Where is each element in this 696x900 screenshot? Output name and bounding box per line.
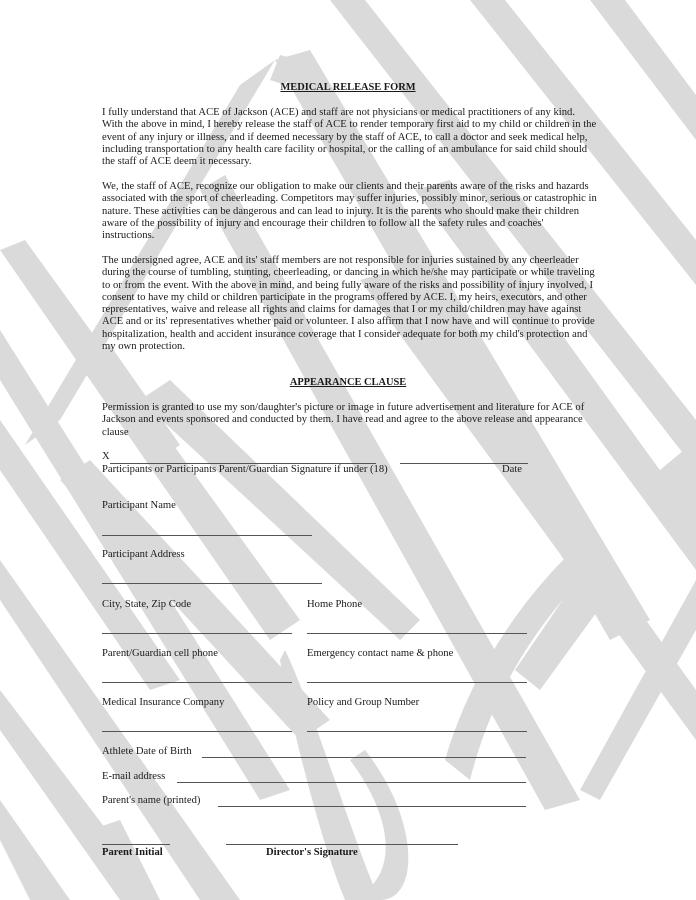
participant-address-field[interactable]	[102, 583, 322, 584]
parent-initial-line[interactable]	[102, 844, 170, 845]
paragraph-liability-waiver: The undersigned agree, ACE and its' staff members are not responsible for injuries sustained by any cheerleader during the course of tumbling, stunting, cheerleading, or dancing in which he/she may participate or while traveling to or from the event. With the above in mind, and being fully aware of the risks and possibility of injury involved, I consent to have my child or children participate in the programs offered by ACE. I, my heirs, executors, and other representatives, waive and release all rights and claims for damages that I or my child/children may have against ACE and or its' representatives whether paid or volunteer. I also affirm that I now have and will continue to provide hospitalization, health and accident insurance coverage that I consider adequate for both my child's protection and my own protection.	[102, 255, 595, 353]
home-phone-label: Home Phone	[307, 599, 363, 610]
guardian-cell-label: Parent/Guardian cell phone	[102, 648, 218, 659]
director-signature-line[interactable]	[226, 844, 458, 845]
insurance-company-field[interactable]	[102, 731, 292, 732]
email-label: E-mail address	[102, 771, 166, 782]
home-phone-field[interactable]	[307, 633, 527, 634]
participant-address-label: Participant Address	[102, 549, 185, 560]
athlete-dob-label: Athlete Date of Birth	[102, 746, 192, 757]
parent-name-label: Parent's name (printed)	[102, 795, 201, 806]
appearance-clause-title: APPEARANCE CLAUSE	[289, 377, 407, 388]
parent-initial-label: Parent Initial	[102, 847, 163, 858]
emergency-contact-label: Emergency contact name & phone	[307, 648, 454, 659]
policy-group-label: Policy and Group Number	[307, 697, 420, 708]
participant-name-field[interactable]	[102, 535, 312, 536]
paragraph-first-aid-release: I fully understand that ACE of Jackson (ACE) and staff are not physicians or medical practitioners of any kind. With the above in mind, I hereby release the staff of ACE to render temporary first aid to my child or children in the event of any injury or illness, and if deemed necessary by the staff of ACE, to call a doctor and seek medical help, including transportation to any health care facility or hospital, or the calling of an ambulance for said child should the staff of ACE deem it necessary.	[102, 107, 597, 168]
email-field[interactable]	[177, 782, 526, 783]
policy-group-field[interactable]	[307, 731, 527, 732]
athlete-dob-field[interactable]	[202, 757, 526, 758]
city-state-zip-label: City, State, Zip Code	[102, 599, 192, 610]
form-title: MEDICAL RELEASE FORM	[280, 82, 416, 93]
director-signature-label: Director's Signature	[266, 847, 358, 858]
city-state-zip-field[interactable]	[102, 633, 292, 634]
signature-x-mark: X	[102, 451, 110, 462]
appearance-clause-text: Permission is granted to use my son/daughter's picture or image in future advertisement and literature for ACE of Jackson and events sponsored and conducted by them. I have read and agree to the above release and appearance clause	[102, 402, 585, 438]
guardian-cell-field[interactable]	[102, 682, 292, 683]
emergency-contact-field[interactable]	[307, 682, 527, 683]
date-label: Date	[502, 464, 522, 475]
paragraph-risk-awareness: We, the staff of ACE, recognize our obligation to make our clients and their parents aware of the risks and hazards associated with the sport of cheerleading. Competitors may suffer injuries, possibly minor, serious or catastrophic in nature. These activities can be dangerous and can lead to injury. It is the parents who should make their children aware of the possibility of injury and encourage their children to follow all the safety rules and coaches' instructions.	[102, 181, 597, 242]
participant-name-label: Participant Name	[102, 500, 176, 511]
signature-label: Participants or Participants Parent/Guardian Signature if under (18)	[102, 464, 388, 475]
parent-name-field[interactable]	[218, 806, 526, 807]
insurance-company-label: Medical Insurance Company	[102, 697, 225, 708]
